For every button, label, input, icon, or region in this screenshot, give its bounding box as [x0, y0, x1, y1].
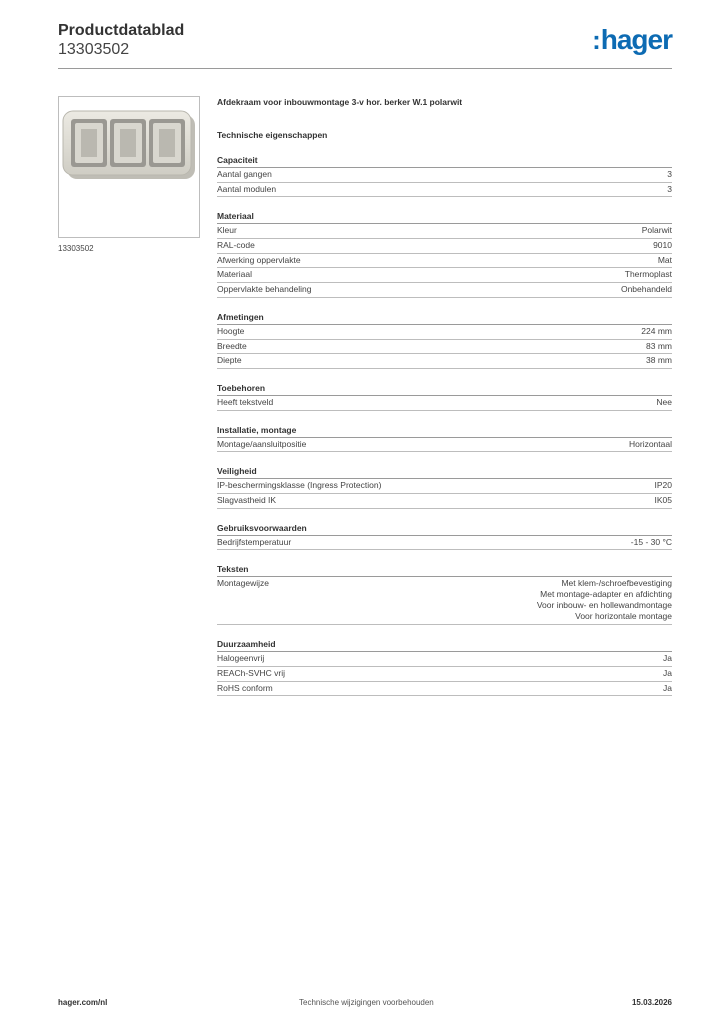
section-title: Gebruiksvoorwaarden: [217, 522, 672, 536]
product-description: Afdekraam voor inbouwmontage 3-v hor. berker W.1 polarwit: [217, 97, 463, 107]
spec-value: Voor horizontale montage: [575, 611, 672, 622]
spec-label: Oppervlakte behandeling: [217, 284, 312, 295]
section-materiaal: [217, 210, 672, 297]
spec-content: [217, 96, 672, 696]
spec-row: [217, 536, 672, 551]
section-title: Capaciteit: [217, 154, 672, 168]
section-duurzaamheid: [217, 638, 672, 696]
spec-value: Thermoplast: [624, 269, 672, 280]
spec-label: Breedte: [217, 340, 247, 351]
spec-row: [217, 494, 672, 509]
spec-value: -15 - 30 °C: [630, 536, 672, 547]
spec-label: Montage/aansluitpositie: [217, 438, 307, 449]
section-title: Teksten: [217, 563, 672, 577]
spec-label: RAL-code: [217, 240, 255, 251]
spec-value: Ja: [663, 653, 672, 664]
spec-value: IK05: [654, 494, 672, 505]
spec-row: [217, 354, 672, 369]
spec-value: IP20: [654, 480, 672, 491]
spec-value: Onbehandeld: [620, 284, 672, 295]
spec-value: Met klem-/schroefbevestiging: [561, 578, 672, 589]
spec-label: Hoogte: [217, 325, 245, 336]
section-afmetingen: [217, 311, 672, 369]
section-veiligheid: [217, 465, 672, 508]
section-installatie: [217, 424, 672, 453]
spec-label: Afwerking oppervlakte: [217, 254, 301, 265]
spec-value: Horizontaal: [629, 438, 672, 449]
spec-row: [217, 183, 672, 198]
technical-properties-heading: Technische eigenschappen: [217, 130, 328, 140]
spec-row: [217, 325, 672, 340]
spec-label: Kleur: [217, 225, 237, 236]
section-title: Installatie, montage: [217, 424, 672, 438]
spec-value: 9010: [653, 240, 672, 251]
footer-date: 15.03.2026: [631, 998, 672, 1007]
section-title: Materiaal: [217, 210, 672, 224]
document-title: Productdatablad: [58, 22, 185, 39]
spec-label: Aantal modulen: [217, 183, 277, 194]
spec-value: Ja: [663, 682, 672, 693]
spec-value: Polarwit: [641, 225, 672, 236]
spec-row: [217, 168, 672, 183]
spec-row: [217, 438, 672, 453]
spec-value: 83 mm: [646, 340, 672, 351]
spec-label: Slagvastheid IK: [217, 494, 277, 505]
footer-website-link[interactable]: hager.com/nl: [58, 998, 108, 1007]
spec-label: IP-beschermingsklasse (Ingress Protection): [217, 480, 382, 491]
spec-value: Nee: [656, 396, 672, 407]
spec-row: [217, 652, 672, 667]
section-teksten: [217, 563, 672, 625]
section-capaciteit: [217, 154, 672, 197]
section-title: Duurzaamheid: [217, 638, 672, 652]
spec-row: [217, 479, 672, 494]
spec-label: Montagewijze: [217, 578, 269, 589]
section-gebruiksvoorwaarden: [217, 522, 672, 551]
spec-value: Ja: [663, 668, 672, 678]
spec-label: Diepte: [217, 355, 242, 366]
spec-row: [217, 239, 672, 254]
spec-label: Aantal gangen: [217, 169, 272, 179]
spec-row: [217, 396, 672, 411]
page-header: [58, 20, 672, 69]
spec-value-list: [537, 578, 672, 622]
logo-text: hager: [600, 24, 672, 55]
spec-row: [217, 254, 672, 269]
spec-label: Halogeenvrij: [217, 653, 265, 664]
spec-label: RoHS conform: [217, 682, 273, 693]
hager-logo: :hager: [592, 24, 672, 55]
spec-label: REACh-SVHC vrij: [217, 668, 286, 678]
spec-row: [217, 268, 672, 283]
spec-value: Voor inbouw- en hollewandmontage: [536, 600, 672, 611]
spec-value: 3: [667, 169, 672, 179]
spec-row: [217, 577, 672, 625]
spec-label: Bedrijfstemperatuur: [217, 536, 292, 547]
spec-row: [217, 283, 672, 298]
product-number: 13303502: [58, 41, 130, 58]
spec-value: 224 mm: [641, 325, 672, 336]
spec-value: Met montage-adapter en afdichting: [540, 589, 672, 600]
spec-value: 38 mm: [646, 355, 672, 366]
header-divider: [58, 68, 672, 69]
spec-row: [217, 224, 672, 239]
spec-row: [217, 340, 672, 355]
spec-row: [217, 682, 672, 697]
section-title: Afmetingen: [217, 311, 672, 325]
image-caption: 13303502: [58, 244, 94, 253]
cover-frame-illustration: [59, 97, 199, 237]
section-toebehoren: [217, 382, 672, 411]
spec-row: [217, 667, 672, 682]
footer-disclaimer: Technische wijzigingen voorbehouden: [299, 998, 434, 1007]
section-title: Toebehoren: [217, 382, 672, 396]
spec-label: Heeft tekstveld: [217, 396, 274, 407]
spec-label: Materiaal: [217, 269, 252, 280]
spec-value: 3: [667, 183, 672, 194]
spec-value: Mat: [657, 254, 672, 265]
section-title: Veiligheid: [217, 465, 672, 479]
product-image: [58, 96, 200, 238]
